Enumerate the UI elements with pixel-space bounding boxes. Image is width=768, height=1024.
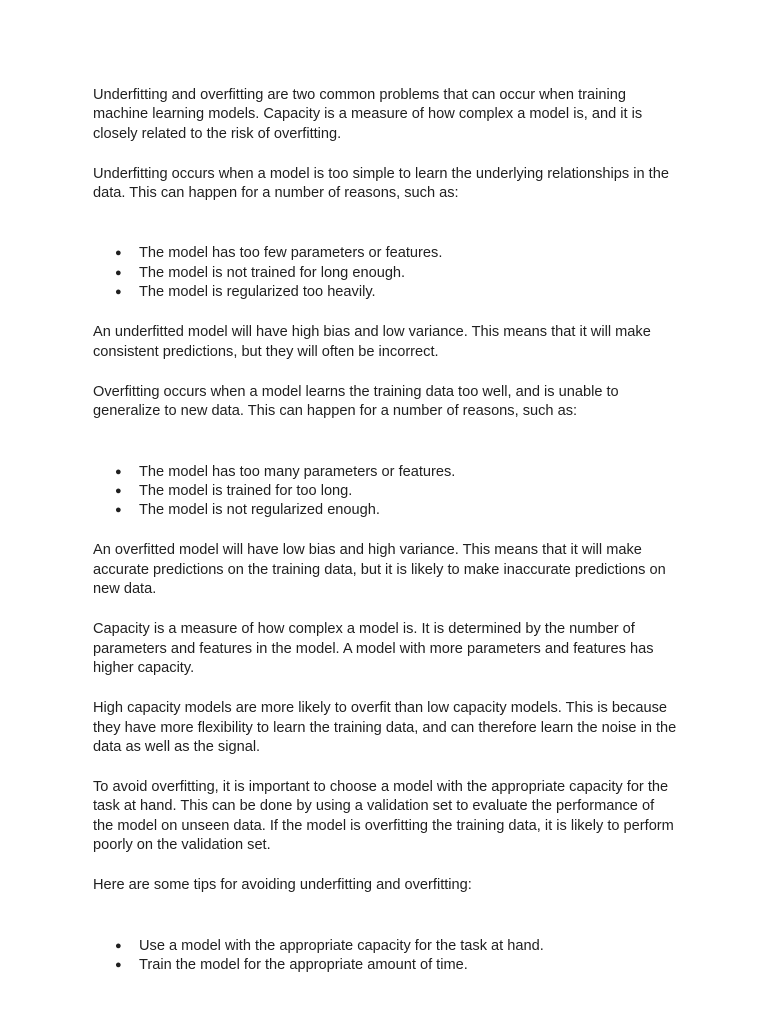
list-item-text: The model is trained for too long. (139, 482, 353, 499)
list-item (93, 463, 678, 482)
bullet-list-3 (93, 917, 678, 976)
list-item-text: The model is regularized too heavily. (139, 284, 376, 301)
list-item-text: The model has too few parameters or features. (139, 245, 443, 262)
document-body (93, 86, 678, 996)
paragraph-4: Overfitting occurs when a model learns the training data too well, and is unable to generalize to new data. This can happen for a number of reasons, such as: (93, 383, 619, 420)
bullet-icon: ● (115, 939, 122, 952)
paragraph-2: Underfitting occurs when a model is too simple to learn the underlying relationships in the data. This can happen for a number of reasons, such as: (93, 165, 669, 202)
bullet-icon: ● (115, 247, 122, 260)
list-item (93, 956, 678, 975)
list-item-text: Train the model for the appropriate amount of time. (139, 956, 468, 973)
bullet-icon: ● (115, 465, 122, 478)
bullet-list-1 (93, 224, 678, 302)
paragraph-9: Here are some tips for avoiding underfitting and overfitting: (93, 877, 472, 894)
paragraph-8: To avoid overfitting, it is important to choose a model with the appropriate capacity for the task at hand. This can be done by using a validation set to evaluate the performance of the model on unseen data. If the model is overfitting the training data, it is likely to perform poorly on the validation set. (93, 779, 674, 854)
list-item-text: The model is not regularized enough. (139, 502, 380, 519)
paragraph-6: Capacity is a measure of how complex a model is. It is determined by the number of parameters and features in the model. A model with more parameters and features has higher capacity. (93, 621, 654, 676)
paragraph-5: An overfitted model will have low bias and high variance. This means that it will make accurate predictions on the training data, but it is likely to make inaccurate predictions on new data. (93, 542, 666, 598)
bullet-icon: ● (115, 504, 122, 517)
bullet-icon: ● (115, 958, 122, 971)
list-item (93, 482, 678, 501)
bullet-icon: ● (115, 484, 122, 497)
paragraph-3: An underfitted model will have high bias and low variance. This means that it will make consistent predictions, but they will often be incorrect. (93, 324, 651, 360)
list-item-text: The model is not trained for long enough. (139, 264, 406, 281)
list-item (93, 244, 678, 263)
list-item (93, 283, 678, 302)
paragraph-7: High capacity models are more likely to overfit than low capacity models. This is because they have more flexibility to learn the training data, and can therefore learn the noise in the data as well as the signal. (93, 700, 677, 755)
bullet-list-2 (93, 443, 678, 521)
paragraph-1: Underfitting and overfitting are two common problems that can occur when training machine learning models. Capacity is a measure of how complex a model is, and it is closely related to the risk of overfitting. (93, 87, 643, 142)
bullet-icon: ● (115, 266, 122, 279)
bullet-icon: ● (115, 286, 122, 299)
list-item (93, 264, 678, 283)
list-item-text: Use a model with the appropriate capacity for the task at hand. (139, 937, 544, 954)
list-item (93, 937, 678, 956)
list-item-text: The model has too many parameters or features. (139, 463, 456, 480)
list-item (93, 501, 678, 520)
